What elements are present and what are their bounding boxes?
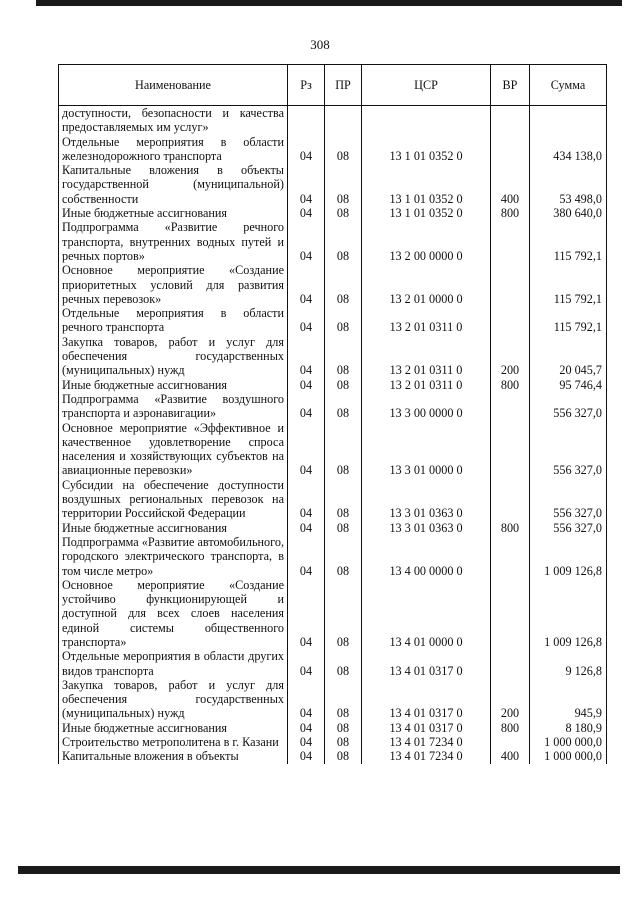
cell-rz: 04 [288, 735, 325, 749]
cell-sum: 115 792,1 [530, 306, 607, 335]
budget-table [58, 64, 607, 764]
header-pr: ПР [325, 65, 362, 106]
cell-pr: 08 [325, 306, 362, 335]
cell-rz: 04 [288, 306, 325, 335]
cell-pr: 08 [325, 749, 362, 763]
cell-vr [491, 478, 530, 521]
cell-rz: 04 [288, 578, 325, 649]
cell-sum: 434 138,0 [530, 135, 607, 164]
cell-rz: 04 [288, 378, 325, 392]
table-row [59, 306, 607, 335]
cell-sum: 1 009 126,8 [530, 578, 607, 649]
header-csr: ЦСР [362, 65, 491, 106]
cell-csr: 13 3 00 0000 0 [362, 392, 491, 421]
cell-name: Основное мероприятие «Создание приоритетных условий для развития речных перевозок» [59, 263, 288, 306]
cell-name: Иные бюджетные ассигнования [59, 206, 288, 220]
cell-pr [325, 106, 362, 135]
cell-name: Отдельные мероприятия в области железнодорожного транспорта [59, 135, 288, 164]
cell-sum: 20 045,7 [530, 335, 607, 378]
cell-pr: 08 [325, 478, 362, 521]
cell-sum: 9 126,8 [530, 649, 607, 678]
cell-rz: 04 [288, 392, 325, 421]
cell-rz: 04 [288, 421, 325, 478]
table-row [59, 421, 607, 478]
cell-rz: 04 [288, 163, 325, 206]
cell-vr: 800 [491, 206, 530, 220]
cell-csr: 13 1 01 0352 0 [362, 163, 491, 206]
cell-pr: 08 [325, 392, 362, 421]
table-row [59, 220, 607, 263]
cell-vr [491, 535, 530, 578]
cell-rz: 04 [288, 749, 325, 763]
table-row [59, 206, 607, 220]
cell-sum: 95 746,4 [530, 378, 607, 392]
cell-sum: 556 327,0 [530, 478, 607, 521]
cell-csr [362, 106, 491, 135]
header-vr: ВР [491, 65, 530, 106]
cell-rz: 04 [288, 263, 325, 306]
cell-name: Отдельные мероприятия в области других видов транспорта [59, 649, 288, 678]
cell-csr: 13 4 01 7234 0 [362, 735, 491, 749]
header-name: Наименование [59, 65, 288, 106]
table-row [59, 378, 607, 392]
cell-vr: 800 [491, 521, 530, 535]
cell-pr: 08 [325, 535, 362, 578]
table-row [59, 392, 607, 421]
cell-pr: 08 [325, 678, 362, 721]
cell-vr [491, 421, 530, 478]
table-row [59, 578, 607, 649]
cell-pr: 08 [325, 163, 362, 206]
cell-vr [491, 306, 530, 335]
table-header-row [59, 65, 607, 106]
cell-vr: 400 [491, 749, 530, 763]
cell-name: Подпрограмма «Развитие воздушного транспорта и аэронавигации» [59, 392, 288, 421]
cell-sum: 1 000 000,0 [530, 735, 607, 749]
cell-vr [491, 578, 530, 649]
cell-csr: 13 3 01 0363 0 [362, 478, 491, 521]
cell-csr: 13 2 01 0311 0 [362, 306, 491, 335]
cell-sum: 1 000 000,0 [530, 749, 607, 763]
cell-rz: 04 [288, 521, 325, 535]
cell-name: Субсидии на обеспечение доступности воздушных региональных перевозок на территории Российской Федерации [59, 478, 288, 521]
cell-csr: 13 3 01 0000 0 [362, 421, 491, 478]
cell-pr: 08 [325, 421, 362, 478]
cell-pr: 08 [325, 378, 362, 392]
cell-name: Иные бюджетные ассигнования [59, 521, 288, 535]
table-row [59, 106, 607, 135]
header-rz: Рз [288, 65, 325, 106]
cell-csr: 13 1 01 0352 0 [362, 206, 491, 220]
table-row [59, 735, 607, 749]
table-row [59, 649, 607, 678]
cell-vr [491, 735, 530, 749]
cell-csr: 13 4 01 0317 0 [362, 649, 491, 678]
cell-vr: 200 [491, 335, 530, 378]
cell-name: Капитальные вложения в объекты [59, 749, 288, 763]
cell-vr [491, 392, 530, 421]
cell-vr [491, 135, 530, 164]
table-row [59, 749, 607, 763]
cell-name: Закупка товаров, работ и услуг для обеспечения государственных (муниципальных) нужд [59, 335, 288, 378]
cell-rz: 04 [288, 678, 325, 721]
cell-vr: 800 [491, 378, 530, 392]
cell-pr: 08 [325, 649, 362, 678]
cell-rz: 04 [288, 135, 325, 164]
cell-rz: 04 [288, 478, 325, 521]
cell-rz: 04 [288, 335, 325, 378]
cell-pr: 08 [325, 335, 362, 378]
cell-csr: 13 4 01 0000 0 [362, 578, 491, 649]
cell-name: Основное мероприятие «Создание устойчиво функционирующей и доступной для всех слоев населения единой системы общественного транспорта» [59, 578, 288, 649]
cell-name: Строительство метрополитена в г. Казани [59, 735, 288, 749]
cell-pr: 08 [325, 521, 362, 535]
cell-pr: 08 [325, 735, 362, 749]
cell-name: Закупка товаров, работ и услуг для обеспечения государственных (муниципальных) нужд [59, 678, 288, 721]
cell-vr [491, 106, 530, 135]
table-row [59, 721, 607, 735]
cell-vr [491, 263, 530, 306]
cell-csr: 13 2 01 0311 0 [362, 335, 491, 378]
scan-bottom-border [18, 866, 620, 874]
cell-csr: 13 1 01 0352 0 [362, 135, 491, 164]
cell-rz: 04 [288, 649, 325, 678]
cell-vr: 400 [491, 163, 530, 206]
cell-name: доступности, безопасности и качества предоставляемых им услуг» [59, 106, 288, 135]
table-row [59, 535, 607, 578]
cell-vr: 800 [491, 721, 530, 735]
cell-vr: 200 [491, 678, 530, 721]
cell-vr [491, 649, 530, 678]
table-row [59, 678, 607, 721]
cell-sum: 1 009 126,8 [530, 535, 607, 578]
cell-rz: 04 [288, 535, 325, 578]
cell-csr: 13 2 01 0311 0 [362, 378, 491, 392]
cell-csr: 13 4 01 0317 0 [362, 678, 491, 721]
table-row [59, 263, 607, 306]
cell-sum: 380 640,0 [530, 206, 607, 220]
cell-csr: 13 2 01 0000 0 [362, 263, 491, 306]
cell-sum [530, 106, 607, 135]
cell-name: Основное мероприятие «Эффективное и качественное удовлетворение спроса населения и хозяйствующих субъектов на авиационные перевозки» [59, 421, 288, 478]
cell-sum: 53 498,0 [530, 163, 607, 206]
cell-sum: 556 327,0 [530, 392, 607, 421]
cell-rz: 04 [288, 721, 325, 735]
cell-name: Отдельные мероприятия в области речного транспорта [59, 306, 288, 335]
cell-csr: 13 4 00 0000 0 [362, 535, 491, 578]
cell-pr: 08 [325, 721, 362, 735]
table-row [59, 335, 607, 378]
cell-sum: 556 327,0 [530, 521, 607, 535]
cell-rz: 04 [288, 206, 325, 220]
cell-sum: 556 327,0 [530, 421, 607, 478]
table-row [59, 163, 607, 206]
cell-name: Подпрограмма «Развитие автомобильного, городского электрического транспорта, в том числе метро» [59, 535, 288, 578]
cell-csr: 13 4 01 7234 0 [362, 749, 491, 763]
cell-pr: 08 [325, 206, 362, 220]
cell-pr: 08 [325, 263, 362, 306]
cell-name: Иные бюджетные ассигнования [59, 721, 288, 735]
cell-sum: 115 792,1 [530, 220, 607, 263]
cell-pr: 08 [325, 220, 362, 263]
table-row [59, 478, 607, 521]
cell-rz [288, 106, 325, 135]
cell-csr: 13 3 01 0363 0 [362, 521, 491, 535]
cell-rz: 04 [288, 220, 325, 263]
cell-name: Подпрограмма «Развитие речного транспорта, внутренних водных путей и речных портов» [59, 220, 288, 263]
header-sum: Сумма [530, 65, 607, 106]
cell-sum: 115 792,1 [530, 263, 607, 306]
cell-pr: 08 [325, 135, 362, 164]
cell-sum: 8 180,9 [530, 721, 607, 735]
cell-name: Иные бюджетные ассигнования [59, 378, 288, 392]
cell-name: Капитальные вложения в объекты государственной (муниципальной) собственности [59, 163, 288, 206]
cell-sum: 945,9 [530, 678, 607, 721]
scan-top-border [36, 0, 622, 6]
cell-csr: 13 4 01 0317 0 [362, 721, 491, 735]
cell-pr: 08 [325, 578, 362, 649]
table-row [59, 135, 607, 164]
cell-vr [491, 220, 530, 263]
page-number: 308 [310, 37, 330, 52]
cell-csr: 13 2 00 0000 0 [362, 220, 491, 263]
table-row [59, 521, 607, 535]
